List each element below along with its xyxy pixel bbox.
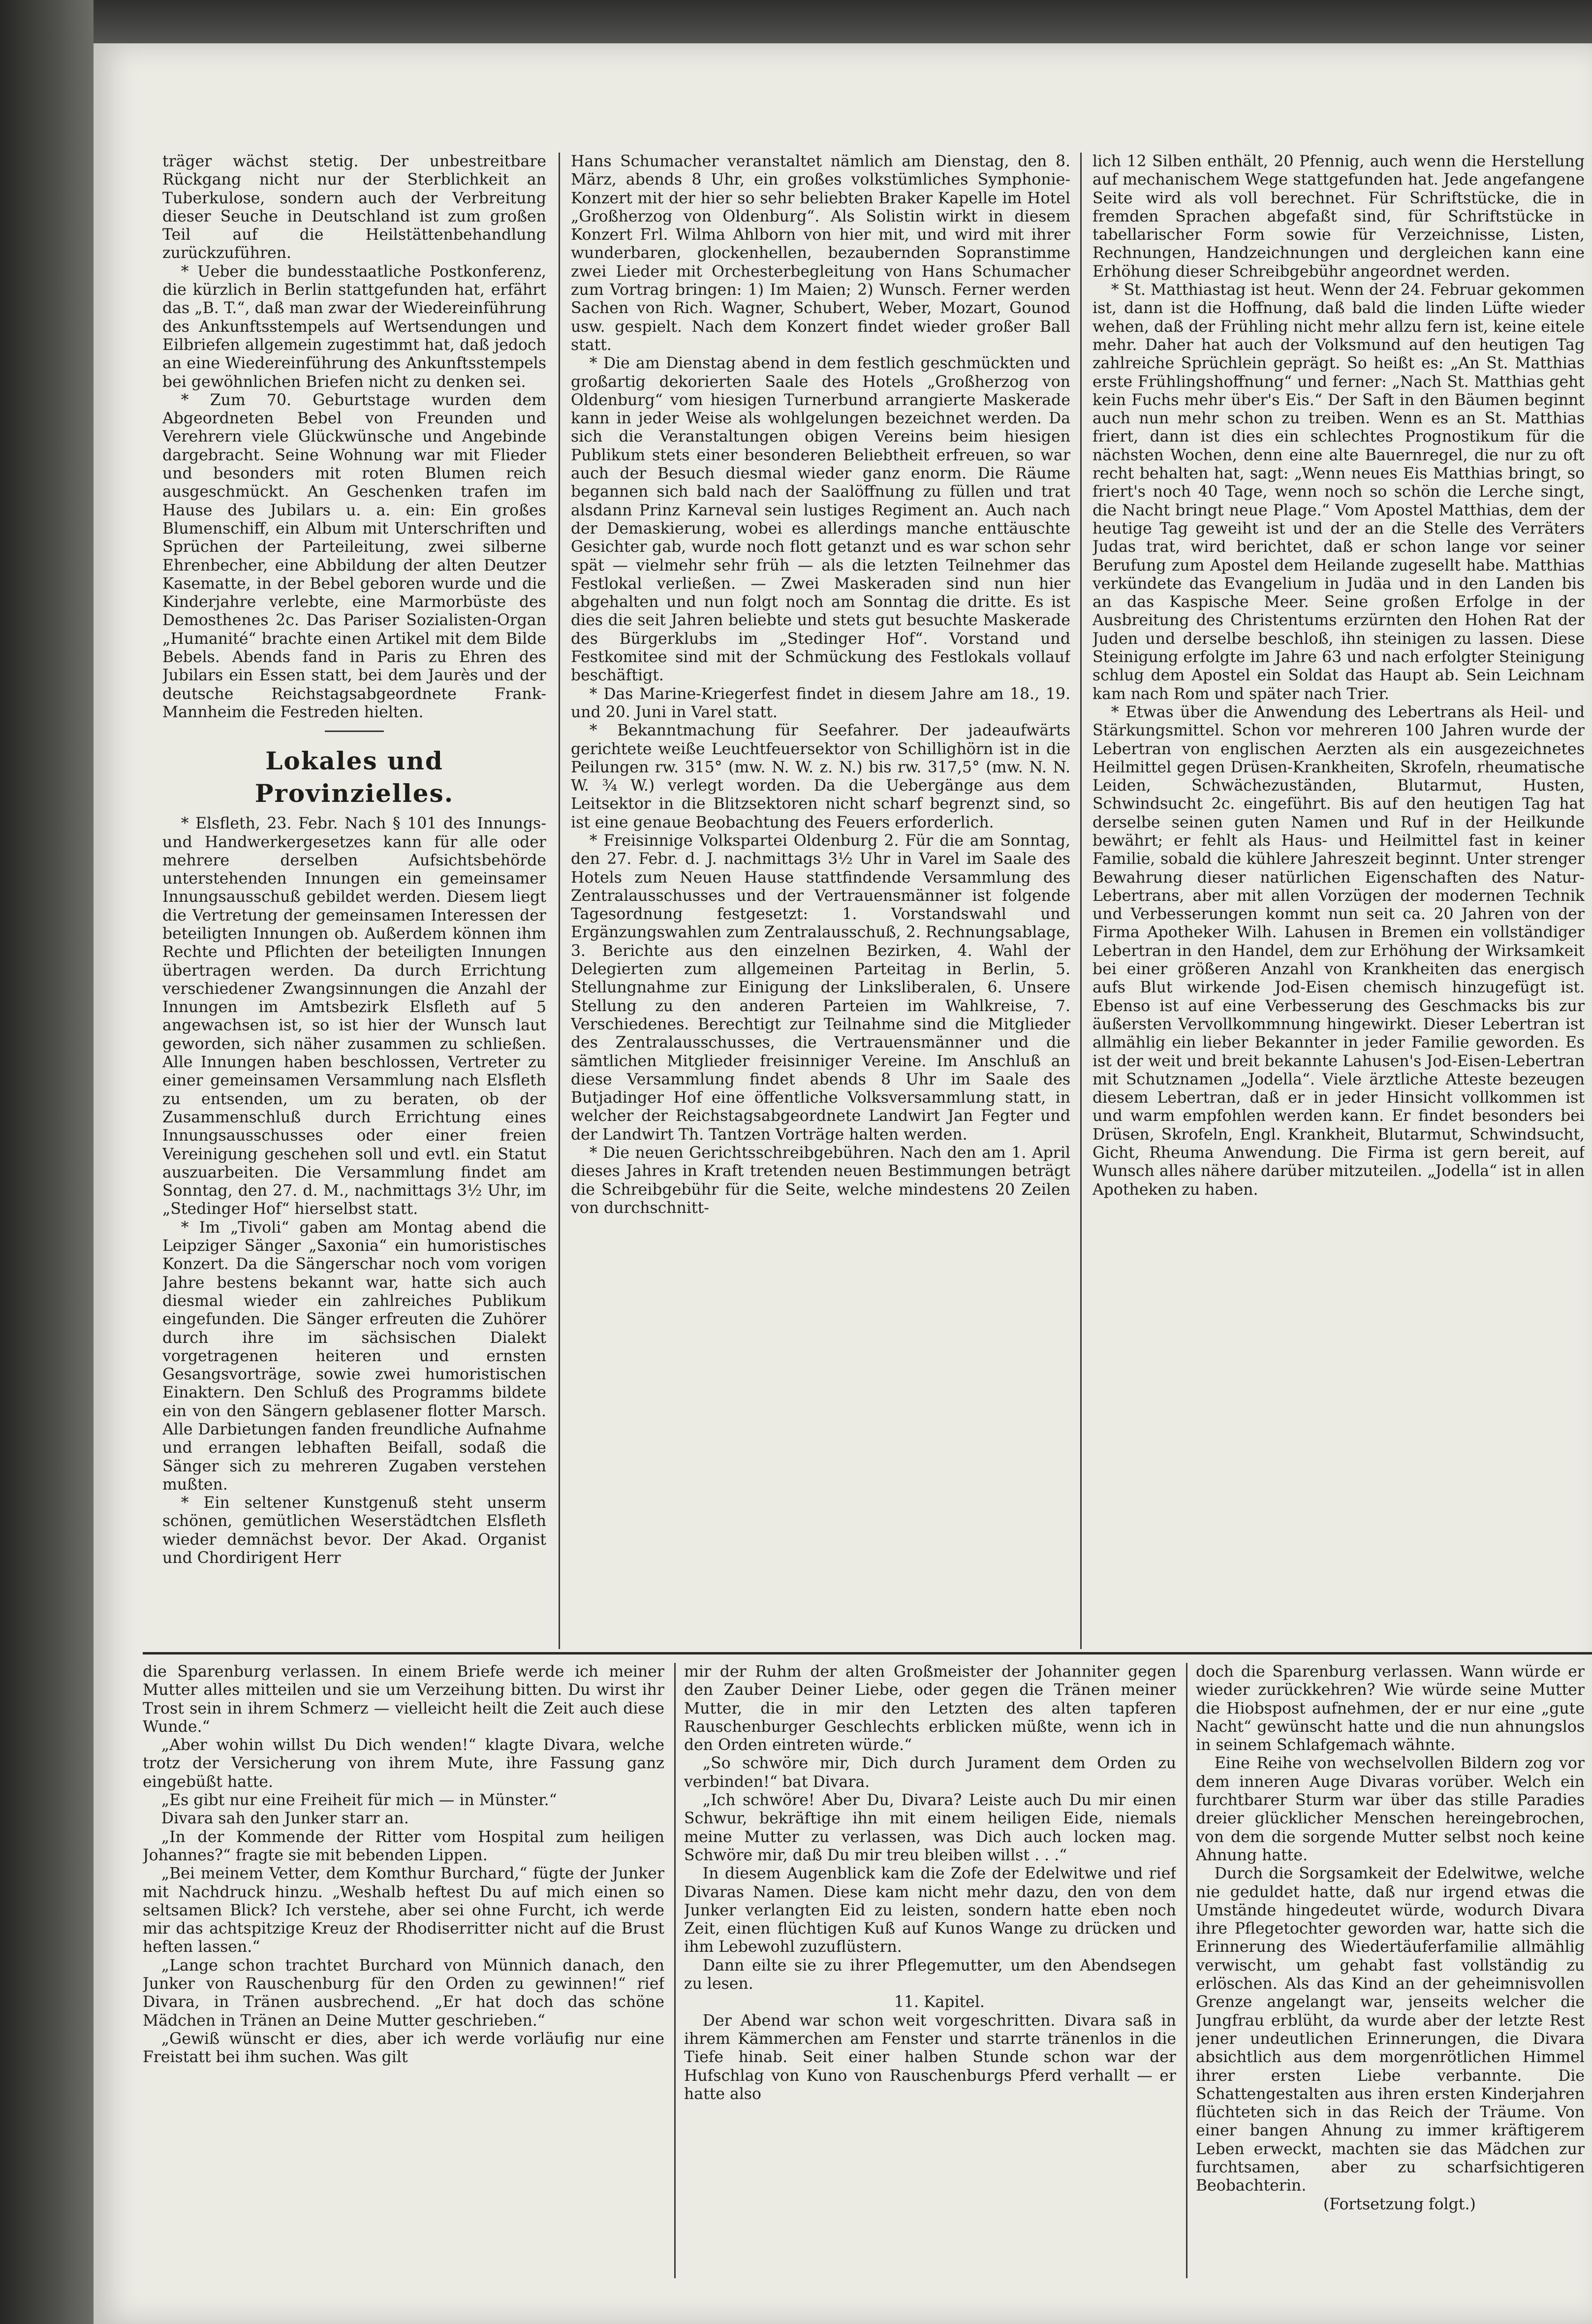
page-binding-edge: [0, 0, 94, 2324]
novel-paragraph: „Ich schwöre! Aber Du, Divara? Leiste auch Du mir einen Schwur, bekräftige ihn mit einem heiligen Eide, niemals meine Mutter zu verlassen, was Dich auch locken mag. Schwöre mir, daß Du mir treu bleiben willst . . .“: [684, 1791, 1176, 1864]
column-rule: [1080, 153, 1082, 1649]
novel-paragraph: „In der Kommende der Ritter vom Hospital zum heiligen Johannes?“ fragte sie mit bebenden Lippen.: [143, 1828, 664, 1864]
top-edge: [0, 0, 1592, 43]
section-divider: [325, 731, 384, 732]
novel-paragraph: die Sparenburg verlassen. In einem Briefe werde ich meiner Mutter alles mitteilen und sie um Verzeihung bitten. Du wirst ihr Trost sein in ihrem Schmerz — vielleicht heilt die Zeit auch diese Wunde.“: [143, 1663, 664, 1736]
novel-paragraph: mir der Ruhm der alten Großmeister der Johanniter gegen den Zauber Deiner Liebe, oder gegen die Tränen meiner Mutter, die in mir den Letzten des alten tapferen Rauschenburger Geschlechts erblicken müßte, wenn ich in den Orden eintreten würde.“: [684, 1663, 1176, 1754]
article-paragraph: * Im „Tivoli“ gaben am Montag abend die Leipziger Sänger „Saxonia“ ein humoristisches Konzert. Da die Sängerschar noch vom vorigen Jahre bestens bekannt war, hatte sich auch diesmal wieder ein zahlreiches Publikum eingefunden. Die Sänger erfreuten die Zuhörer durch ihre im sächsischen Dialekt vorgetragenen heiteren und ernsten Gesangsvorträge, sowie zwei humoristischen Einaktern. Den Schluß des Programms bildete ein von den Sängern geblasener flotter Marsch. Alle Darbietungen fanden freundliche Aufnahme und errangen lebhaften Beifall, sodaß die Sänger sich zu mehreren Zugaben verstehen mußten.: [162, 1218, 546, 1494]
novel-paragraph: Durch die Sorgsamkeit der Edelwitwe, welche nie geduldet hatte, daß nur irgend etwas die Umstände hingedeutet würde, wodurch Divara ihre Pflegetochter geworden war, hatte sich die Erinnerung des Wiedertäuferfamilie allmählig verwischt, um gehabt fast vollständig zu erlöschen. Als das Kind an der geheimnisvollen Grenze angelangt war, jenseits welcher die Jungfrau erblüht, da wurde aber der letzte Rest jener undeutlichen Erinnerungen, die Divara absichtlich aus dem morgenrötlichen Himmel ihrer ersten Liebe verbannte. Die Schattengestalten aus ihren ersten Kinderjahren flüchteten sich in das Reich der Träume. Von einer bangen Ahnung zu immer kräftigerem Leben erweckt, machten sie das Mädchen zur furchtsamen, aber zu scharfsichtigeren Beobachterin.: [1196, 1865, 1585, 2195]
article-paragraph: * Etwas über die Anwendung des Lebertrans als Heil- und Stärkungsmittel. Schon vor mehreren 100 Jahren wurde der Lebertran von englischen Aerzten als ein ausgezeichnetes Heilmittel gegen Drüsen-Krankheiten, Skrofeln, rheumatische Leiden, Schwächezuständen, Blutarmut, Husten, Schwindsucht 2c. eingeführt. Bis auf den heutigen Tag hat derselbe seinen guten Namen und Ruf in der Heilkunde bewährt; er fehlt als Haus- und Heilmittel fast in keiner Familie, sobald die kühlere Jahreszeit beginnt. Unter strenger Bewahrung dieser natürlichen Eigenschaften des Natur-Lebertrans, aber mit allen Vorzügen der modernen Technik und Verbesserungen kommt nun seit ca. 20 Jahren von der Firma Apotheker Wilh. Lahusen in Bremen ein vollständiger Lebertran in den Handel, dem zur Erhöhung der Wirksamkeit bei einer größeren Anzahl von Krankheiten das energisch aufs Blut wirkende Jod-Eisen chemisch hinzugefügt ist. Ebenso ist auf eine Verbesserung des Geschmacks bis zur äußersten Vervollkommnung hingewirkt. Dieser Lebertran ist allmählig ein lieber Bekannter in jeder Familie geworden. Es ist der weit und breit bekannte Lahusen's Jod-Eisen-Lebertran mit Schutznamen „Jodella“. Viele ärztliche Atteste bezeugen diesem Lebertran, daß er in jeder Hinsicht vollkommen ist und warm empfohlen werden kann. Er findet besonders bei Drüsen, Skrofeln, Engl. Krankheit, Blutarmut, Schwindsucht, Gicht, Rheuma Anwendung. Die Firma ist gern bereit, auf Wunsch alles nähere darüber mitzuteilen. „Jodella“ ist in allen Apotheken zu haben.: [1093, 703, 1585, 1199]
novel-paragraph: Dann eilte sie zu ihrer Pflegemutter, um den Abendsegen zu lesen.: [684, 1956, 1176, 1993]
lower-column-3: [1196, 1663, 1585, 2278]
article-paragraph: * Freisinnige Volkspartei Oldenburg 2. Für die am Sonntag, den 27. Febr. d. J. nachmittags 3½ Uhr in Varel im Saale des Hotels zum Neuen Hause stattfindende Versammlung des Zentralausschusses und der Vertrauensmänner ist folgende Tagesordnung festgesetzt: 1. Vorstandswahl und Ergänzungswahlen zum Zentralausschuß, 2. Rechnungsablage, 3. Berichte aus den einzelnen Bezirken, 4. Wahl der Delegierten zum allgemeinen Parteitag in Berlin, 5. Stellungnahme zur Einigung der Linksliberalen, 6. Unsere Stellung zu den anderen Parteien im Wahlkreise, 7. Verschiedenes. Berechtigt zur Teilnahme sind die Mitglieder des Zentralausschusses, die Vertrauensmänner und die sämtlichen Mitglieder freisinniger Vereine. Im Anschluß an diese Versammlung findet abends 8 Uhr im Saale des Butjadinger Hof eine öffentliche Volksversammlung statt, in welcher der Reichstagsabgeordnete Landwirt Jan Fegter und der Landwirt Th. Tantzen Vorträge halten werden.: [571, 831, 1070, 1144]
column-rule: [674, 1663, 676, 2278]
upper-column-1: [162, 153, 546, 1649]
column-rule: [1186, 1663, 1187, 2278]
article-paragraph: * Bekanntmachung für Seefahrer. Der jadeaufwärts gerichtete weiße Leuchtfeuersektor von Schillighörn ist in die Peilungen rw. 315° (mw. N. W. z. N.) bis rw. 317,5° (mw. N. N. W. ¾ W.) verlegt worden. Da die Uebergänge aus dem Leitsektor in die Blitzsektoren nicht scharf begrenzt sind, so ist eine genaue Beobachtung des Feuers erforderlich.: [571, 722, 1070, 831]
upper-column-3: [1093, 153, 1585, 1649]
article-paragraph: * St. Matthiastag ist heut. Wenn der 24. Februar gekommen ist, dann ist die Hoffnung, daß bald die linden Lüfte wieder wehen, daß der Frühling nicht mehr allzu fern ist, keine eitele mehr. Daher hat auch der Volksmund auf den heutigen Tag zahlreiche Sprüchlein geprägt. So heißt es: „An St. Matthias erste Frühlingshoffnung“ und ferner: „Nach St. Matthias geht kein Fuchs mehr über's Eis.“ Der Saft in den Bäumen beginnt auch nun mehr schon zu treiben. Wenn es an St. Matthias friert, dann ist dies ein schlechtes Prognostikum für die nächsten Wochen, denn eine alte Bauernregel, die nur zu oft recht behalten hat, sagt: „Wenn neues Eis Matthias bringt, so friert's noch 40 Tage, wenn noch so schön die Lerche singt, die Nacht bringt neue Plage.“ Vom Apostel Matthias, dem der heutige Tag geweiht ist und der an die Stelle des Verräters Judas trat, wird berichtet, daß er schon lange vor seiner Berufung zum Apostel dem Heilande zugesellt habe. Matthias verkündete das Evangelium in Judäa und in den Landen bis an das Kaspische Meer. Seine großen Erfolge in der Ausbreitung des Christentums erzürnten den Hohen Rat der Juden und derselbe beschloß, ihn steinigen zu lassen. Diese Steinigung erfolgte im Jahre 63 und nach erfolgter Steinigung schlug dem Apostel ein Soldat das Haupt ab. Sein Leichnam kam nach Rom und später nach Trier.: [1093, 281, 1585, 703]
upper-col1-articles-b: [162, 815, 546, 1567]
upper-column-2: [571, 153, 1070, 1649]
novel-paragraph: „So schwöre mir, Dich durch Jurament dem Orden zu verbinden!“ bat Divara.: [684, 1754, 1176, 1791]
novel-paragraph: doch die Sparenburg verlassen. Wann würde er wieder zurückkehren? Wie würde seine Mutter die Hiobspost aufnehmen, der er nur eine „gute Nacht“ gewünscht hatte und die nun ahnungslos in seinem Schlafgemach wähnte.: [1196, 1663, 1585, 1754]
feuilleton-divider: [143, 1652, 1592, 1655]
article-paragraph: lich 12 Silben enthält, 20 Pfennig, auch wenn die Herstellung auf mechanischem Wege stattgefunden hat. Jede angefangene Seite wird als voll berechnet. Für Schriftstücke, die in fremden Sprachen abgefaßt sind, für Schriftstücke in tabellarischer Form sowie für Verzeichnisse, Listen, Rechnungen, Handzeichnungen und dergleichen kann eine Erhöhung dieser Schreibgebühr angeordnet werden.: [1093, 153, 1585, 281]
article-paragraph: * Ein seltener Kunstgenuß steht unserm schönen, gemütlichen Weserstädtchen Elsfleth wieder demnächst bevor. Der Akad. Organist und Chordirigent Herr: [162, 1494, 546, 1567]
novel-paragraph: Der Abend war schon weit vorgeschritten. Divara saß in ihrem Kämmerchen am Fenster und starrte tränenlos in die Tiefe hinab. Seit einer halben Stunde schon war der Hufschlag von Kuno von Rauschenburgs Pferd verhallt — er hatte also: [684, 2011, 1176, 2103]
chapter-heading: 11. Kapitel.: [894, 1993, 985, 2011]
novel-paragraph: In diesem Augenblick kam die Zofe der Edelwitwe und rief Divaras Namen. Diese kam nicht mehr dazu, den von dem Junker verlangten Eid zu leisten, sondern hatte eben noch Zeit, einen flüchtigen Kuß auf Kunos Wange zu drücken und ihm Lebewohl zuzuflüstern.: [684, 1865, 1176, 1956]
novel-paragraph: Eine Reihe von wechselvollen Bildern zog vor dem inneren Auge Divaras vorüber. Welch ein furchtbarer Sturm war über das stille Paradies dreier glücklicher Menschen hereingebrochen, von dem die sorgende Mutter selbst noch keine Ahnung hatte.: [1196, 1754, 1585, 1864]
novel-paragraph: „Es gibt nur eine Freiheit für mich — in Münster.“: [161, 1791, 557, 1810]
article-paragraph: * Die am Dienstag abend in dem festlich geschmückten und großartig dekorierten Saale des Hotels „Großherzog von Oldenburg“ vom hiesigen Turnerbund arrangierte Maskerade kann in jeder Weise als wohlgelungen bezeichnet werden. Da sich die Veranstaltungen obigen Vereins beim hiesigen Publikum stets einer besonderen Beliebtheit erfreuen, so war auch der Besuch diesmal wieder ganz enorm. Die Räume begannen sich bald nach der Saalöffnung zu füllen und trat alsdann Prinz Karneval sein lustiges Regiment an. Auch nach der Demaskierung, wobei es allerdings manche enttäuschte Gesichter gab, wurde noch flott getanzt und es war schon sehr spät — vielmehr sehr früh — als die letzten Teilnehmer das Festlokal verließen. — Zwei Maskeraden sind nun hier abgehalten und nun folgt noch am Sonntag die dritte. Es ist dies die seit Jahren beliebte und stets gut besuchte Maskerade des Bürgerklubs im „Stedinger Hof“. Vorstand und Festkomitee sind mit der Schmückung des Festlokals vollauf beschäftigt.: [571, 354, 1070, 685]
novel-paragraph: Divara sah den Junker starr an.: [161, 1810, 409, 1828]
novel-paragraph: „Bei meinem Vetter, dem Komthur Burchard,“ fügte der Junker mit Nachdruck hinzu. „Weshalb heftest Du auf mich einen so seltsamen Blick? Ich verstehe, aber sei ohne Furcht, ich werde mir das achtspitzige Kreuz der Rhodiserritter nicht auf die Brust heften lassen.“: [143, 1865, 664, 1956]
lower-column-2: [684, 1663, 1176, 2278]
article-paragraph: Hans Schumacher veranstaltet nämlich am Dienstag, den 8. März, abends 8 Uhr, ein großes volkstümliches Symphonie-Konzert mit der hier so sehr beliebten Braker Kapelle im Hotel „Großherzog von Oldenburg“. Als Solistin wirkt in diesem Konzert Frl. Wilma Ahlborn von hier mit, und wird mit ihrer wunderbaren, glockenhellen, bezaubernden Sopranstimme zwei Lieder mit Orchesterbegleitung von Hans Schumacher zum Vortrag bringen: 1) Im Maien; 2) Wunsch. Ferner werden Sachen von Rich. Wagner, Schubert, Weber, Mozart, Gounod usw. gespielt. Nach dem Konzert findet wieder großer Ball statt.: [571, 153, 1070, 354]
article-paragraph: * Elsfleth, 23. Febr. Nach § 101 des Innungs- und Handwerkergesetzes kann für alle oder mehrere derselben Aufsichtsbehörde unterstehenden Innungen ein gemeinsamer Innungsausschuß gebildet werden. Diesem liegt die Vertretung der gemeinsamen Interessen der beteiligten Innungen ob. Außerdem können ihm Rechte und Pflichten der beteiligten Innungen übertragen werden. Da durch Errichtung verschiedener Zwangsinnungen die Anzahl der Innungen im Amtsbezirk Elsfleth auf 5 angewachsen ist, so ist hier der Wunsch laut geworden, sich näher zusammen zu schließen. Alle Innungen haben beschlossen, Vertreter zu einer gemeinsamen Versammlung nach Elsfleth zu entsenden, um zu beraten, ob der Zusammenschluß durch Errichtung eines Innungsausschusses oder einer freien Vereinigung geschehen soll und evtl. ein Statut auszuarbeiten. Die Versammlung findet am Sonntag, den 27. d. M., nachmittags 3½ Uhr, im „Stedinger Hof“ hierselbst statt.: [162, 815, 546, 1218]
article-paragraph: * Zum 70. Geburtstage wurden dem Abgeordneten Bebel von Freunden und Verehrern viele Glückwünsche und Angebinde dargebracht. Seine Wohnung war mit Flieder und besonders mit roten Blumen reich ausgeschmückt. An Geschenken trafen im Hause des Jubilars u. a. ein: Ein großes Blumenschiff, ein Album mit Unterschriften und Sprüchen der Parteileitung, zwei silberne Ehrenbecher, eine Abbildung der alten Deutzer Kasematte, in der Bebel geboren wurde und die Kinderjahre verlebte, eine Marmorbüste des Demosthenes 2c. Das Pariser Sozialisten-Organ „Humanité“ brachte einen Artikel mit dem Bilde Bebels. Abends fand in Paris zu Ehren des Jubilars ein Essen statt, bei dem Jaurès und der deutsche Reichstagsabgeordnete Frank-Mannheim die Festreden hielten.: [162, 391, 546, 721]
article-paragraph: träger wächst stetig. Der unbestreitbare Rückgang nicht nur der Sterblichkeit an Tuberkulose, sondern auch der Verbreitung dieser Seuche in Deutschland ist zum großen Teil auf die Heilstättenbehandlung zurückzuführen.: [162, 153, 546, 262]
upper-col1-articles-a: [162, 153, 546, 722]
section-heading: Lokales und Provinzielles.: [254, 746, 454, 808]
novel-paragraph: „Lange schon trachtet Burchard von Münnich danach, den Junker von Rauschenburg für den Orden zu gewinnen!“ rief Divara, in Tränen ausbrechend. „Er hat doch das schöne Mädchen in Tränen an Deine Mutter geschrieben.“: [143, 1956, 664, 2030]
lower-column-1: [143, 1663, 664, 2278]
article-paragraph: * Ueber die bundesstaatliche Postkonferenz, die kürzlich in Berlin stattgefunden hat, erfährt das „B. T.“, daß man zwar der Wiedereinführung des Ankunftsstempels auf Wertsendungen und Eilbriefen allgemein zugestimmt hat, daß jedoch an eine Wiedereinführung des Ankunftsstempels bei gewöhnlichen Briefen nicht zu denken sei.: [162, 262, 546, 391]
column-rule: [559, 153, 560, 1649]
article-paragraph: * Das Marine-Kriegerfest findet in diesem Jahre am 18., 19. und 20. Juni in Varel statt.: [571, 685, 1070, 721]
newspaper-page: [94, 43, 1592, 2324]
continuation-note: (Fortsetzung folgt.): [1323, 2195, 1476, 2213]
article-paragraph: * Die neuen Gerichtsschreibgebühren. Nach den am 1. April dieses Jahres in Kraft tretenden neuen Bestimmungen beträgt die Schreibgebühr für die Seite, welche mindestens 20 Zeilen von durchschnitt-: [571, 1144, 1070, 1217]
novel-paragraph: „Aber wohin willst Du Dich wenden!“ klagte Divara, welche trotz der Versicherung von ihrem Mute, ihre Fassung ganz eingebüßt hatte.: [143, 1736, 664, 1791]
novel-paragraph: „Gewiß wünscht er dies, aber ich werde vorläufig nur eine Freistatt bei ihm suchen. Was gilt: [143, 2030, 664, 2067]
